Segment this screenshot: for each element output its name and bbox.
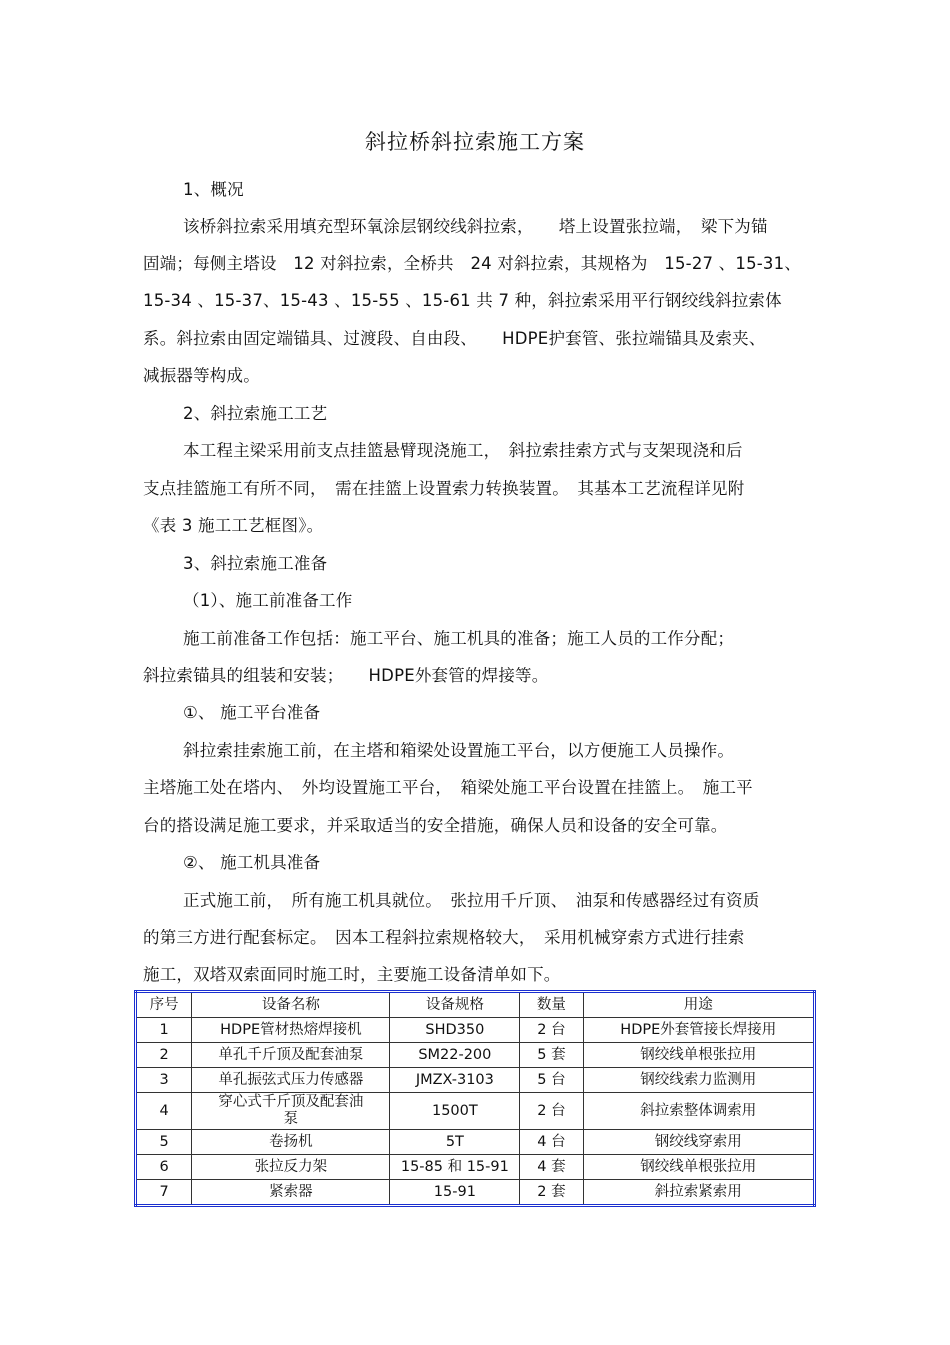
table-cell: 斜拉索整体调索用 [583,1093,814,1130]
paragraph-line: 施工，双塔双索面同时施工时，主要施工设备清单如下。 [143,965,561,984]
table-cell: HDPE外套管接长焊接用 [583,1018,814,1043]
header-cell: 序号 [136,992,192,1018]
header-cell: 数量 [520,992,583,1018]
section-heading-process: 2、斜拉索施工工艺 [183,404,328,423]
equipment-table [134,990,816,1207]
table-row [136,1155,815,1180]
header-cell: 用途 [583,992,814,1018]
table-cell: 15-85 和 15-91 [390,1155,520,1180]
paragraph-line: 本工程主梁采用前支点挂篮悬臂现浇施工， 斜拉索挂索方式与支架现浇和后 [183,441,743,460]
table-cell: 4 套 [520,1155,583,1180]
header-cell: 设备名称 [192,992,390,1018]
paragraph-line: 正式施工前， 所有施工机具就位。 张拉用千斤顶、 油泵和传感器经过有资质 [183,891,760,910]
table-cell: 1 [136,1018,192,1043]
table-cell: 1500T [390,1093,520,1130]
paragraph-line: 斜拉索锚具的组装和安装； HDPE外套管的焊接等。 [143,666,549,685]
paragraph-line: 支点挂篮施工有所不同， 需在挂篮上设置索力转换装置。 其基本工艺流程详见附 [143,479,745,498]
table-cell: SM22-200 [390,1043,520,1068]
table-row [136,1130,815,1155]
subsection-heading: ②、 施工机具准备 [183,853,321,872]
paragraph-line: 的第三方进行配套标定。 因本工程斜拉索规格较大， 采用机械穿索方式进行挂索 [143,928,745,947]
paragraph-line: 施工前准备工作包括：施工平台、施工机具的准备；施工人员的工作分配； [183,629,735,648]
table-row [136,1068,815,1093]
table-cell: 单孔千斤顶及配套油泵 [192,1043,390,1068]
paragraph-line: 15-34 、15-37、15-43 、15-55 、15-61 共 7 种，斜拉索采用平行钢绞线斜拉索体 [143,291,782,310]
paragraph-line: 台的搭设满足施工要求，并采取适当的安全措施，确保人员和设备的安全可靠。 [143,816,728,835]
paragraph-line: 固端；每侧主塔设 12 对斜拉索，全桥共 24 对斜拉索，其规格为 15-27 、15-31、 [143,254,802,273]
table-cell: 穿心式千斤顶及配套油泵 [192,1093,390,1130]
section-heading-preparation: 3、斜拉索施工准备 [183,554,328,573]
table-cell: 钢绞线单根张拉用 [583,1155,814,1180]
table-row [136,1018,815,1043]
table-cell: JMZX-3103 [390,1068,520,1093]
table-cell: 张拉反力架 [192,1155,390,1180]
header-cell: 设备规格 [390,992,520,1018]
table-cell: 单孔振弦式压力传感器 [192,1068,390,1093]
subsection-heading: （1）、施工前准备工作 [183,591,353,610]
table-cell: 5T [390,1130,520,1155]
table-cell: 钢绞线穿索用 [583,1130,814,1155]
table-header-row [136,992,815,1018]
table-row [136,1043,815,1068]
table-cell: HDPE管材热熔焊接机 [192,1018,390,1043]
table-cell: 卷扬机 [192,1130,390,1155]
paragraph-line: 该桥斜拉索采用填充型环氧涂层钢绞线斜拉索， 塔上设置张拉端， 梁下为锚 [183,217,768,236]
table-cell: 4 台 [520,1130,583,1155]
table-cell: 15-91 [390,1180,520,1206]
table-cell: 5 套 [520,1043,583,1068]
table-cell: 2 台 [520,1093,583,1130]
paragraph-line: 减振器等构成。 [143,366,260,385]
paragraph-line: 系。斜拉索由固定端锚具、过渡段、自由段、 HDPE护套管、张拉端锚具及索夹、 [143,329,766,348]
paragraph-line: 《表 3 施工工艺框图》。 [143,516,324,535]
paragraph-line: 主塔施工处在塔内、 外均设置施工平台， 箱梁处施工平台设置在挂篮上。 施工平 [143,778,753,797]
table-cell: 5 [136,1130,192,1155]
table-cell: 4 [136,1093,192,1130]
section-heading-overview: 1、概况 [183,180,244,199]
table-cell: 钢绞线索力监测用 [583,1068,814,1093]
subsection-heading: ①、 施工平台准备 [183,703,321,722]
table-cell: 紧索器 [192,1180,390,1206]
table-cell: SHD350 [390,1018,520,1043]
table-cell: 2 套 [520,1180,583,1206]
table-row [136,1093,815,1130]
table-row [136,1180,815,1206]
paragraph-line: 斜拉索挂索施工前，在主塔和箱梁处设置施工平台，以方便施工人员操作。 [183,741,735,760]
table-cell: 6 [136,1155,192,1180]
table-cell: 斜拉索紧索用 [583,1180,814,1206]
document-title: 斜拉桥斜拉索施工方案 [365,130,585,154]
table-cell: 2 台 [520,1018,583,1043]
table-cell: 5 台 [520,1068,583,1093]
table-cell: 3 [136,1068,192,1093]
table-cell: 2 [136,1043,192,1068]
table-cell: 钢绞线单根张拉用 [583,1043,814,1068]
table-cell: 7 [136,1180,192,1206]
